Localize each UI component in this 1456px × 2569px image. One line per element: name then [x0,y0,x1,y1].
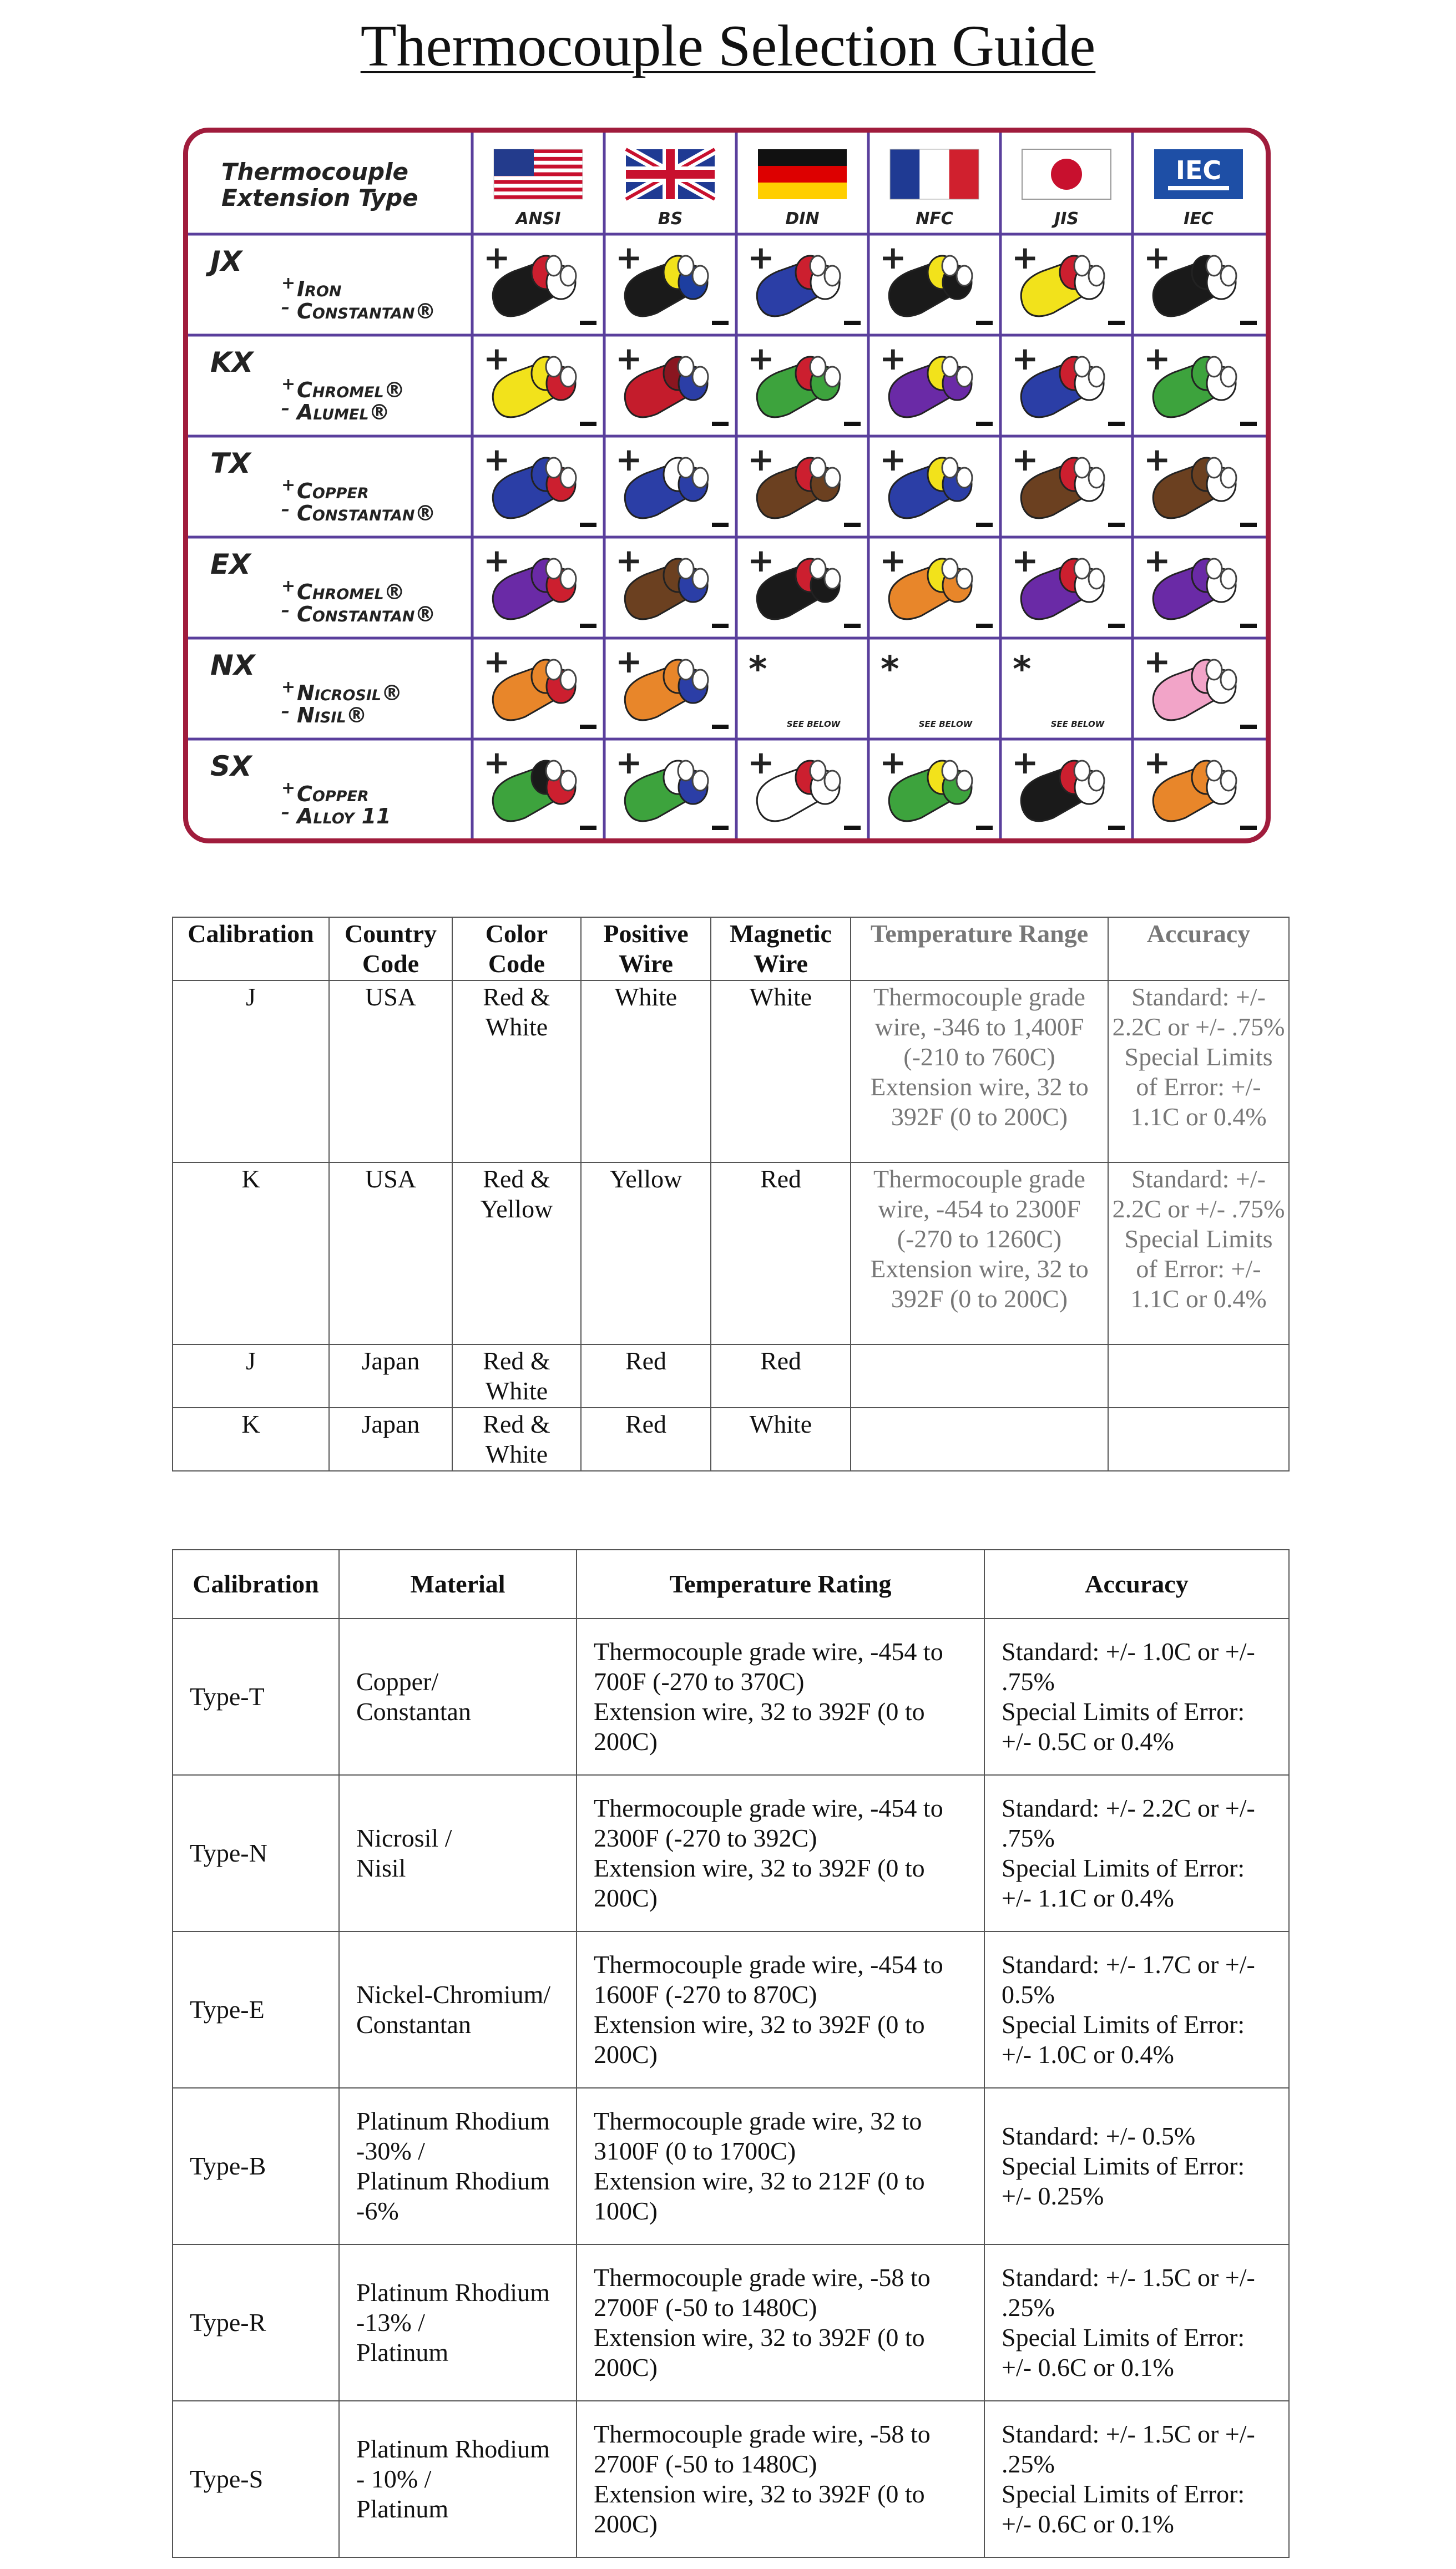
plus-sign: + [281,778,296,798]
minus-sign [1108,422,1125,426]
plus-sign: + [879,744,907,781]
plus-sign: + [1012,542,1039,579]
table-cell: White [711,1408,851,1471]
table-cell: Red & White [452,1408,581,1471]
cell-line: Thermocouple grade wire, -58 to [594,2263,931,2292]
column-header: Material [339,1550,577,1619]
header-label: Extension Type [221,184,418,211]
accuracy-cell [984,1775,1289,1931]
table-row [173,1162,1289,1344]
column-header: Positive Wire [581,917,711,980]
calibration-cell: Type-B [173,2088,339,2244]
calibration-cell: Type-T [173,1619,339,1775]
table-row [173,2401,1289,2557]
cell-line: Platinum [356,2495,449,2523]
cell-line: Thermocouple grade wire, 32 to [594,2107,922,2135]
temperature-cell [577,2244,984,2401]
negative-wire-label: Nisil® [297,703,367,727]
accuracy-cell [984,1619,1289,1775]
cell-line: Special Limits of Error: [1002,2152,1245,2180]
cell-line: Special Limits of Error: [1002,1854,1245,1882]
cell-line: Extension wire, 32 to 212F (0 to [594,2167,925,2195]
table-cell: USA [329,1162,452,1344]
positive-wire-label: Iron [297,277,342,301]
plus-sign: + [281,375,296,394]
cell-line: 2700F (-50 to 1480C) [594,2450,817,2478]
minus-sign [844,826,861,830]
cell-line: -6% [356,2197,399,2225]
minus-sign [580,321,596,325]
minus-sign [1240,725,1257,729]
positive-wire-label: Copper [297,479,369,503]
cell-line: Extension wire, 32 to 392F (0 to [594,2480,925,2508]
plus-sign: + [483,542,510,579]
cell-line: Special Limits of Error: [1002,2480,1245,2508]
negative-wire-label: Alumel® [297,400,390,424]
cell-line: Platinum Rhodium [356,2167,550,2195]
table-cell: Red [581,1408,711,1471]
plus-sign: + [1144,643,1171,680]
calibration-cell: Type-S [173,2401,339,2557]
plus-sign: + [1144,239,1171,276]
table-row [173,1408,1289,1471]
standard-label: DIN [785,209,820,229]
cell-line: - 10% / [356,2465,432,2493]
plus-sign: + [281,476,296,495]
table-cell: White [581,980,711,1162]
cell-line: Standard: +/- 1.5C or +/- [1002,2263,1255,2292]
cell-line: Standard: +/- 2.2C or +/- [1002,1794,1255,1822]
usa-flag-icon [494,149,583,199]
calibration-material-table [172,1549,1290,2558]
plus-sign: + [483,441,510,478]
minus-sign [1108,523,1125,527]
cell-line: Standard: +/- 1.5C or +/- [1002,2420,1255,2448]
plus-sign: + [615,542,643,579]
standard-label: JIS [1054,209,1079,229]
accuracy-cell [984,2088,1289,2244]
plus-sign: + [281,274,296,293]
plus-sign: + [483,340,510,377]
plus-sign: + [1144,441,1171,478]
see-below-note: SEE BELOW [1050,719,1105,729]
cell-line: Platinum Rhodium [356,2278,550,2307]
plus-sign: + [1012,441,1039,478]
type-code: EX [210,548,251,580]
table-cell [1108,1408,1289,1471]
type-code: JX [210,245,242,277]
cell-line: Special Limits of Error: [1002,2323,1245,2351]
cell-line: Thermocouple grade wire, -58 to [594,2420,931,2448]
minus-sign: – [281,803,290,822]
table-cell [851,1408,1108,1471]
table-header-row [173,917,1289,980]
table-row [173,1775,1289,1931]
positive-wire-label: Chromel® [297,378,405,402]
header-label: Thermocouple [221,158,408,185]
minus-sign [712,523,729,527]
plus-sign: + [1144,542,1171,579]
minus-sign [976,321,993,325]
table-cell: K [173,1408,329,1471]
plus-sign: + [1144,744,1171,781]
cell-line: Thermocouple grade wire, -454 to [594,1637,943,1666]
color-code-chart [183,128,1271,843]
cell-line: Standard: +/- 0.5% [1002,2122,1196,2150]
column-header: Accuracy [1108,917,1289,980]
cell-line: 700F (-270 to 370C) [594,1667,805,1696]
plus-sign: + [879,441,907,478]
standard-label: IEC [1184,209,1214,229]
minus-sign [844,422,861,426]
plus-sign: + [615,643,643,680]
minus-sign [580,624,596,628]
negative-wire-label: Constantan® [297,602,436,626]
minus-sign [976,523,993,527]
calibration-cell: Type-N [173,1775,339,1931]
see-below-note: SEE BELOW [786,719,841,729]
minus-sign [1108,321,1125,325]
cell-line: 2300F (-270 to 392C) [594,1824,817,1852]
cell-line: Extension wire, 32 to 392F (0 to [594,1697,925,1726]
table-cell: K [173,1162,329,1344]
type-code: TX [210,447,251,479]
japan-flag-icon [1022,149,1111,199]
column-header: Country Code [329,917,452,980]
minus-sign: – [281,500,290,519]
cell-line: 3100F (0 to 1700C) [594,2137,796,2165]
cell-line: Nisil [356,1854,406,1882]
table-cell: Red & White [452,980,581,1162]
minus-sign [580,826,596,830]
temperature-cell [577,1619,984,1775]
plus-sign: + [281,576,296,596]
france-flag-icon [890,149,979,199]
positive-wire-label: Nicrosil® [297,681,403,705]
cell-line: 200C) [594,2510,658,2538]
cell-line: +/- 0.5C or 0.4% [1002,1727,1174,1756]
cell-line: 200C) [594,1727,658,1756]
cell-line: Platinum [356,2338,449,2366]
cell-line: -30% / [356,2137,425,2165]
plus-sign: + [281,677,296,697]
material-cell [339,2088,577,2244]
cell-line: Copper/ [356,1667,439,1696]
minus-sign [1240,321,1257,325]
plus-sign: + [747,744,775,781]
material-cell [339,1619,577,1775]
negative-wire-label: Constantan® [297,299,436,323]
plus-sign: + [615,744,643,781]
cell-line: Standard: +/- 1.7C or +/- [1002,1950,1255,1979]
standard-label: BS [658,209,683,229]
material-cell [339,2244,577,2401]
minus-sign [844,523,861,527]
cell-line: 1600F (-270 to 870C) [594,1980,817,2009]
minus-sign [1240,624,1257,628]
minus-sign [712,422,729,426]
cell-line: Platinum Rhodium [356,2107,550,2135]
table-header-row [173,1550,1289,1619]
minus-sign [580,725,596,729]
germany-flag-icon [758,149,847,199]
minus-sign: – [281,298,290,317]
cell-line: Extension wire, 32 to 392F (0 to [594,1854,925,1882]
table-row [173,2244,1289,2401]
negative-wire-label: Alloy 11 [297,804,391,828]
cell-line: 200C) [594,2353,658,2381]
table-cell: Red & Yellow [452,1162,581,1344]
type-code: NX [210,649,255,681]
positive-wire-label: Chromel® [297,580,405,604]
temperature-cell [577,1775,984,1931]
table-cell: Standard: +/- 2.2C or +/- .75% Special Limits of Error: +/- 1.1C or 0.4% [1108,980,1289,1162]
column-header: Accuracy [984,1550,1289,1619]
material-cell [339,1775,577,1931]
cell-line: Constantan [356,1697,471,1726]
cell-line: .75% [1002,1824,1055,1852]
minus-sign [712,321,729,325]
column-header: Calibration [173,1550,339,1619]
plus-sign: + [1012,340,1039,377]
cell-line: Special Limits of Error: [1002,1697,1245,1726]
plus-sign: + [1012,239,1039,276]
plus-sign: + [1144,340,1171,377]
temperature-cell [577,1931,984,2088]
accuracy-cell [984,1931,1289,2088]
asterisk: * [881,649,899,690]
cell-line: Platinum Rhodium [356,2435,550,2463]
plus-sign: + [483,744,510,781]
plus-sign: + [747,239,775,276]
table-cell: Thermocouple grade wire, -454 to 2300F (-270 to 1260C) Extension wire, 32 to 392F (0 to 200C) [851,1162,1108,1344]
see-below-note: SEE BELOW [918,719,973,729]
minus-sign [1240,422,1257,426]
column-header: Temperature Rating [577,1550,984,1619]
table-cell: Standard: +/- 2.2C or +/- .75% Special Limits of Error: +/- 1.1C or 0.4% [1108,1162,1289,1344]
table-cell: J [173,1344,329,1408]
plus-sign: + [747,340,775,377]
temperature-cell [577,2401,984,2557]
plus-sign: + [615,340,643,377]
minus-sign [844,321,861,325]
table-cell: Red [581,1344,711,1408]
minus-sign [1108,624,1125,628]
cell-line: 0.5% [1002,1980,1055,2009]
minus-sign: – [281,399,290,418]
asterisk: * [1013,649,1032,690]
table-cell [1108,1344,1289,1408]
plus-sign: + [615,239,643,276]
cell-line: Standard: +/- 1.0C or +/- [1002,1637,1255,1666]
cell-line: Thermocouple grade wire, -454 to [594,1950,943,1979]
cell-line: Nicrosil / [356,1824,452,1852]
cell-line: Thermocouple grade wire, -454 to [594,1794,943,1822]
page-title: Thermocouple Selection Guide [360,13,1096,78]
color-code-grid [188,133,1266,838]
table-cell: J [173,980,329,1162]
cell-line: +/- 0.6C or 0.1% [1002,2510,1174,2538]
table-cell: Red & White [452,1344,581,1408]
column-header: Temperature Range [851,917,1108,980]
type-code: SX [210,750,252,782]
table-cell: Red [711,1162,851,1344]
plus-sign: + [879,239,907,276]
table-cell [851,1344,1108,1408]
plus-sign: + [747,441,775,478]
cell-line: Constantan [356,2010,471,2039]
cell-line: 2700F (-50 to 1480C) [594,2293,817,2322]
minus-sign [580,523,596,527]
cell-line: Nickel-Chromium/ [356,1980,551,2009]
minus-sign: – [281,601,290,620]
table-cell: Red [711,1344,851,1408]
column-header: Magnetic Wire [711,917,851,980]
svg-text:IEC: IEC [1175,155,1222,185]
calibration-cell: Type-R [173,2244,339,2401]
table-row [173,980,1289,1162]
cell-line: Special Limits of Error: [1002,2010,1245,2039]
plus-sign: + [483,643,510,680]
table-row [173,2088,1289,2244]
cell-line: .25% [1002,2293,1055,2322]
column-header: Color Code [452,917,581,980]
cell-line: 200C) [594,2040,658,2069]
plus-sign: + [483,239,510,276]
minus-sign [1240,826,1257,830]
table-cell: White [711,980,851,1162]
minus-sign [976,422,993,426]
minus-sign [712,624,729,628]
cell-line: -13% / [356,2308,425,2337]
table-cell: Japan [329,1408,452,1471]
cell-line: .75% [1002,1667,1055,1696]
cell-line: .25% [1002,2450,1055,2478]
plus-sign: + [1012,744,1039,781]
asterisk: * [749,649,767,690]
cell-line: +/- 1.1C or 0.4% [1002,1884,1174,1912]
cell-line: +/- 0.25% [1002,2182,1104,2210]
accuracy-cell [984,2244,1289,2401]
cell-line: 200C) [594,1884,658,1912]
minus-sign [976,624,993,628]
table-row [173,1619,1289,1775]
cell-line: 100C) [594,2197,658,2225]
minus-sign [844,624,861,628]
table-cell: Yellow [581,1162,711,1344]
minus-sign: – [281,702,290,721]
minus-sign [712,725,729,729]
uk-flag-icon [626,149,715,199]
calibration-cell: Type-E [173,1931,339,2088]
table-row [173,1344,1289,1408]
temperature-cell [577,2088,984,2244]
cell-line: +/- 0.6C or 0.1% [1002,2353,1174,2381]
table-cell: USA [329,980,452,1162]
material-cell [339,2401,577,2557]
cell-line: Extension wire, 32 to 392F (0 to [594,2323,925,2351]
table-cell: Thermocouple grade wire, -346 to 1,400F (-210 to 760C) Extension wire, 32 to 392F (0 to 200C) [851,980,1108,1162]
plus-sign: + [879,542,907,579]
cell-line: Extension wire, 32 to 392F (0 to [594,2010,925,2039]
minus-sign [580,422,596,426]
standard-label: NFC [916,209,953,229]
cell-line: +/- 1.0C or 0.4% [1002,2040,1174,2069]
column-header: Calibration [173,917,329,980]
plus-sign: + [879,340,907,377]
minus-sign [976,826,993,830]
plus-sign: + [615,441,643,478]
accuracy-cell [984,2401,1289,2557]
negative-wire-label: Constantan® [297,501,436,525]
minus-sign [712,826,729,830]
table-row [173,1931,1289,2088]
table-cell: Japan [329,1344,452,1408]
positive-wire-label: Copper [297,782,369,806]
plus-sign: + [747,542,775,579]
iec-logo-icon [1154,149,1243,199]
minus-sign [1240,523,1257,527]
standard-label: ANSI [515,209,561,229]
minus-sign [1108,826,1125,830]
material-cell [339,1931,577,2088]
type-code: KX [210,346,254,378]
calibration-country-table [172,917,1290,1471]
